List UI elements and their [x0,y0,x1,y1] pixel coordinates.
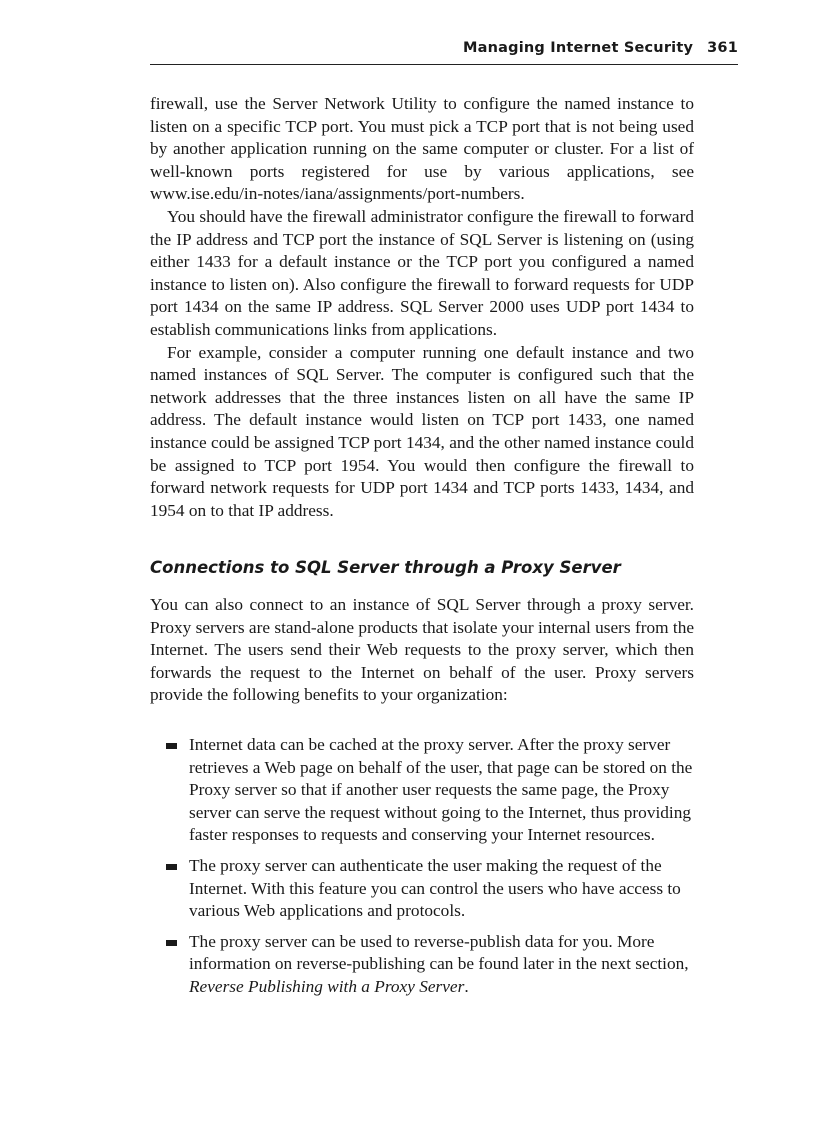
running-head-title: Managing Internet Security [463,40,694,56]
square-bullet-icon [166,743,177,749]
benefits-list [166,734,696,1007]
paragraph-3: For example, consider a computer running one default instance and two named instances of SQL Server. The computer is configured such that the network addresses that the three instances listen on all have the same IP address. The default instance would listen on TCP port 1433, one named instance could be assigned TCP port 1434, and the other named instance could be assigned to TCP port 1954. You would then configure the firewall to forward network requests for UDP port 1434 and TCP ports 1433, 1434, and 1954 on to that IP address. [150,342,694,520]
list-item [166,734,696,847]
list-item [166,931,696,999]
cross-reference: Reverse Publishing with a Proxy Server [189,976,465,996]
paragraph-1: firewall, use the Server Network Utility to configure the named instance to listen on a specific TCP port. You must pick a TCP port that is not being used by another application running on the same computer or cluster. For a list of well-known ports registered for use by various applications, see www.ise.edu/in-notes/iana/assignments/port-numbers. [150,94,694,204]
section-heading: Connections to SQL Server through a Proxy Server [150,558,621,577]
section-intro: You can also connect to an instance of SQL Server through a proxy server. Proxy servers are stand-alone products that isolate your internal users from the Internet. The users send their Web requests to the proxy server, which then forwards the request to the Internet on behalf of the user. Proxy servers provide the following benefits to your organization: [150,595,694,705]
section-intro-block [150,594,694,707]
list-item-text: The proxy server can be used to reverse-publish data for you. More information on reverse-publishing can be found later in the next section, [189,931,689,974]
page-number: 361 [707,40,738,56]
running-head [150,40,738,65]
paragraph-2: You should have the firewall administrator configure the firewall to forward the IP address and TCP port the instance of SQL Server is listening on (using either 1433 for a default instance or the TCP port you configured a named instance to listen on). Also configure the firewall to forward requests for UDP port 1434 on the same IP address. SQL Server 2000 uses UDP port 1434 to establish communications links from applications. [150,206,694,339]
list-item [166,855,696,923]
body-text [150,93,694,522]
square-bullet-icon [166,940,177,946]
square-bullet-icon [166,864,177,870]
list-item-text: The proxy server can authenticate the user making the request of the Internet. With this feature you can control the users who have access to various Web applications and protocols. [189,855,681,921]
list-item-tail: . [464,976,469,996]
list-item-text: Internet data can be cached at the proxy server. After the proxy server retrieves a Web page on behalf of the user, that page can be stored on the Proxy server so that if another user requests the same page, the Proxy server can serve the request without going to the Internet, thus providing faster responses to requests and conserving your Internet resources. [189,735,693,845]
